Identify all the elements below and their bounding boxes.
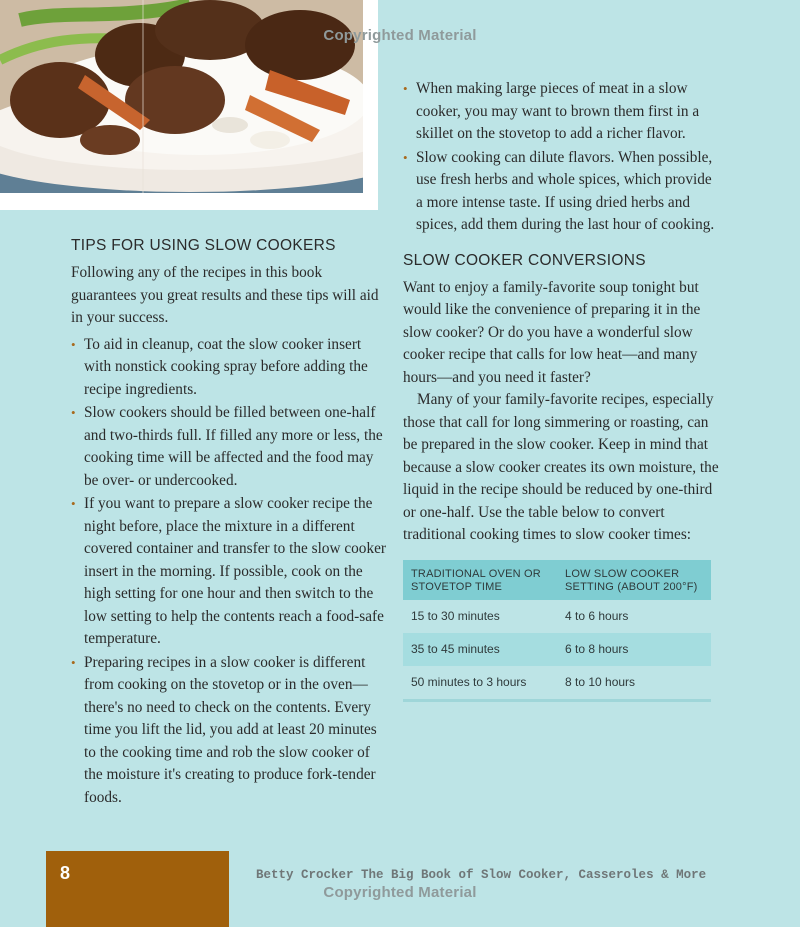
conversions-heading: SLOW COOKER CONVERSIONS (403, 251, 646, 269)
list-item: • If you want to prepare a slow cooker recipe the night before, place the mixture in a different covered container and transfer to the slow cooker insert in the morning. If possible, cook on the high setting for one hour and then switch to the low setting to help the contents reach a food-safe temperature. (71, 495, 386, 647)
table-header-slow-cooker: LOW SLOW COOKER SETTING (ABOUT 200°F) (557, 560, 711, 600)
right-column (403, 78, 721, 702)
conversions-para-1: Want to enjoy a family-favorite soup tonight but would like the convenience of preparing it in the slow cooker? Or do you have a wonderful slow cooker recipe that calls for low heat—and many hours—and you need it faster? (403, 278, 701, 386)
tips-list (71, 334, 389, 810)
table-header-row (403, 560, 711, 600)
copyright-watermark-bottom: Copyrighted Material (323, 884, 477, 901)
tips-section (71, 236, 389, 810)
list-item: • Preparing recipes in a slow cooker is different from cooking on the stovetop or in the oven—there's no need to check on the contents. Every time you lift the lid, you add at least 20 minutes to the cooking time and rob the slow cooker of the moisture it's creating to produce fork-tender foods. (71, 653, 377, 806)
table-cell: 50 minutes to 3 hours (403, 666, 557, 701)
book-title: Betty Crocker The Big Book of Slow Cooker, Casseroles & More (256, 868, 707, 882)
table-cell: 35 to 45 minutes (403, 633, 557, 666)
bullet-icon: • (403, 149, 408, 165)
table-row (403, 600, 711, 633)
table-header-traditional: TRADITIONAL OVEN OR STOVETOP TIME (403, 560, 557, 600)
list-item: • To aid in cleanup, coat the slow cooker insert with nonstick cooking spray before adding the recipe ingredients. (71, 335, 368, 398)
copyright-watermark-top: Copyrighted Material (323, 27, 477, 44)
bullet-icon: • (71, 496, 76, 511)
bullet-icon: • (71, 405, 76, 420)
list-item: • When making large pieces of meat in a slow cooker, you may want to brown them first in a skillet on the stovetop to add a richer flavor. (403, 80, 700, 142)
bullet-icon: • (71, 336, 76, 352)
table-row (403, 666, 711, 701)
table-cell: 6 to 8 hours (557, 633, 711, 666)
tips-list-continued (403, 78, 721, 237)
list-item: • Slow cookers should be filled between one-half and two-thirds full. If filled any more or less, the cooking time will be affected and the food may be over- or undercooked. (71, 404, 383, 489)
list-item: • Slow cooking can dilute flavors. When possible, use fresh herbs and whole spices, which provide a more intense taste. If using dried herbs and spices, add them during the last hour of cooking. (403, 148, 715, 233)
page-number: 8 (60, 863, 71, 883)
bullet-icon: • (71, 654, 76, 670)
table-cell: 4 to 6 hours (565, 609, 629, 623)
conversions-para-2: Many of your family-favorite recipes, especially those that call for long simmering or roasting, can be prepared in the slow cooker. Keep in mind that because a slow cooker creates its own moisture, the liquid in the recipe should be reduced by one-third or one-half. Use the table below to convert traditional cooking times to slow cooker times: (403, 391, 719, 543)
bullet-icon: • (403, 81, 408, 96)
table-cell: 15 to 30 minutes (411, 609, 500, 623)
tips-heading: TIPS FOR USING SLOW COOKERS (71, 237, 336, 254)
table-row (403, 633, 711, 666)
tips-intro: Following any of the recipes in this book guarantees you great results and these tips will aid in your success. (71, 264, 379, 326)
table-cell: 8 to 10 hours (557, 666, 711, 701)
conversion-table (403, 560, 711, 702)
